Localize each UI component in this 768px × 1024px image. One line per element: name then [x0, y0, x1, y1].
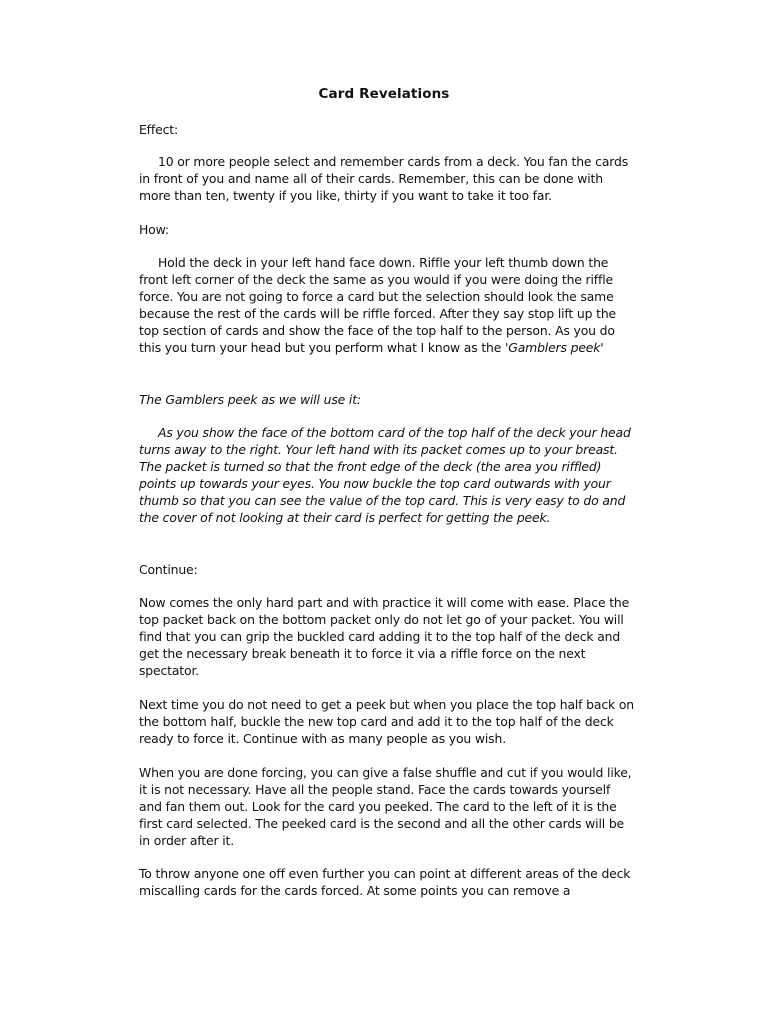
peek-heading: The Gamblers peek as we will use it:: [139, 392, 361, 407]
how-text-main: Hold the deck in your left hand face down. Riffle your left thumb down the front left corner of the deck the same as you would if you were doing the riffle force. You are not going to force a card but the selection should look the same because the rest of the cards will be riffle forced. After they say stop lift up the top section of cards and show the face of the top half to the person. As you do this you turn your head but you perform what I know as the ': [139, 255, 616, 356]
continue-heading: Continue:: [139, 562, 198, 577]
how-text-end: ': [600, 340, 604, 356]
peek-paragraph: As you show the face of the bottom card of the top half of the deck your head turns away to the right. Your left hand with its packet comes up to your breast. The packet is turned so that the front edge of the deck (the area you riffled) points up towards your eyes. You now buckle the top card outwards with your thumb so that you can see the value of the top card. This is very easy to do and the cover of not looking at their card is perfect for getting the peek.: [139, 425, 631, 526]
effect-heading: Effect:: [139, 122, 178, 137]
continue-paragraph-1: Now comes the only hard part and with practice it will come with ease. Place the top packet back on the bottom packet only do not let go of your packet. You will find that you can grip the buckled card adding it to the top half of the deck and get the necessary break beneath it to force it via a riffle force on the next spectator.: [139, 595, 630, 679]
how-heading: How:: [139, 222, 169, 237]
continue-paragraph-2: Next time you do not need to get a peek but when you place the top half back on the bottom half, buckle the new top card and add it to the top half of the deck ready to force it. Continue with as many people as you wish.: [139, 697, 634, 747]
document-title: Card Revelations: [318, 86, 450, 102]
gamblers-peek-term: Gamblers peek: [508, 340, 601, 356]
continue-paragraph-4: To throw anyone one off even further you can point at different areas of the deck miscalling cards for the cards forced. At some points you can remove a: [139, 866, 631, 899]
how-paragraph: [139, 254, 634, 357]
continue-paragraph-3: When you are done forcing, you can give a false shuffle and cut if you would like, it is not necessary. Have all the people stand. Face the cards towards yourself and fan them out. Look for the card you peeked. The card to the left of it is the first card selected. The peeked card is the second and all the other cards will be in order after it.: [139, 765, 632, 849]
effect-paragraph: 10 or more people select and remember cards from a deck. You fan the cards in front of you and name all of their cards. Remember, this can be done with more than ten, twenty if you like, thirty if you want to take it too far.: [139, 154, 629, 204]
